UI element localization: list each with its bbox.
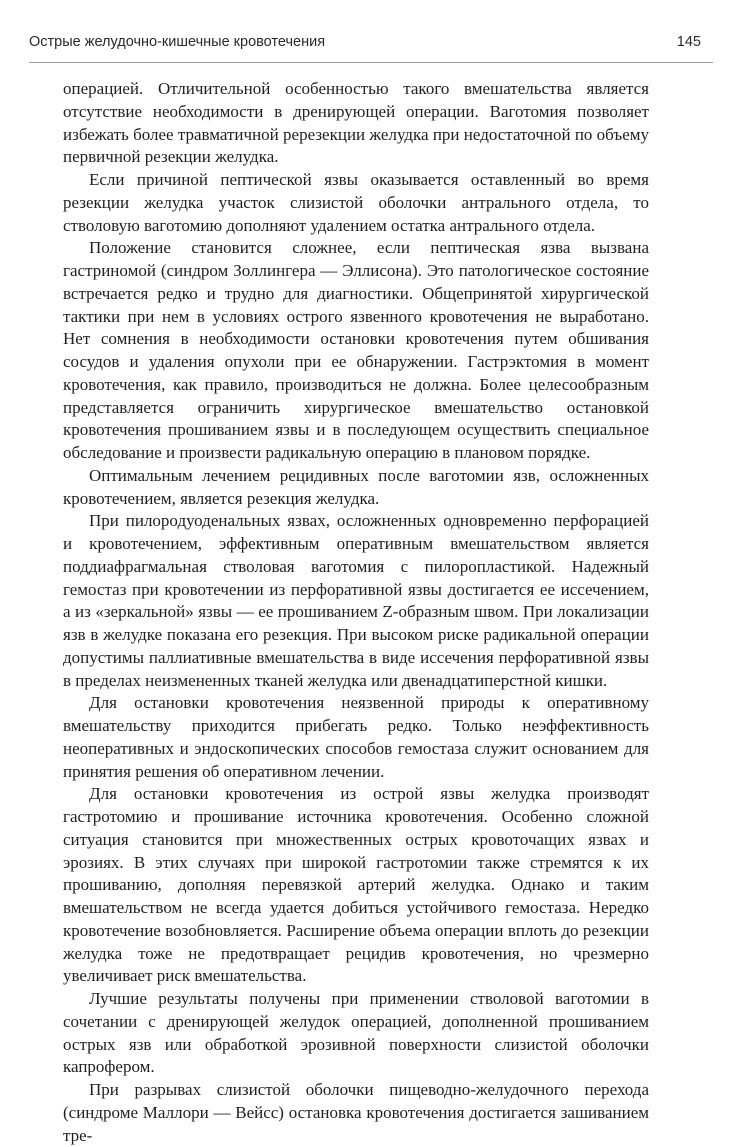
body-text [63,78,649,1147]
paragraph: Для остановки кровотечения из острой язвы желудка производят гастротомию и прошивание источника кровотечения. Особенно сложной ситуация становится при множественных острых кровоточащих язвах и эрозиях. В этих случаях при широкой гастротомии также стремятся к их прошиванию, дополняя перевязкой артерий желудка. Однако и таким вмешательством не всегда удается добиться устойчивого гемостаза. Нередко кровотечение возобновляется. Расширение объема операции вплоть до резекции желудка тоже не предотвращает рецидив кровотечения, но чрезмерно увеличивает риск вмешательства. [63,784,649,986]
paragraph: Оптимальным лечением рецидивных после ваготомии язв, осложненных кровотечением, является резекция желудка. [63,465,649,508]
paragraph: операцией. Отличительной особенностью такого вмешательства является отсутствие необходимости в дренирующей операции. Ваготомия позволяет избежать более травматичной ререзекции желудка при недостаточной по объему первичной резекции желудка. [63,79,649,167]
paragraph: При пилородуоденальных язвах, осложненных одновременно перфорацией и кровотечением, эффективным оперативным вмешательством является поддиафрагмальная стволовая ваготомия с пилоропластикой. Надежный гемостаз при кровотечении из перфоративной язвы достигается ее иссечением, а из «зеркальной» язвы — ее прошиванием Z-образным швом. При локализации язв в желудке показана его резекция. При высоком риске радикальной операции допустимы паллиативные вмешательства в виде иссечения перфоративной язвы в пределах неизмененных тканей желудка или двенадцатиперстной кишки. [63,511,649,690]
running-title: Острые желудочно-кишечные кровотечения [29,34,326,50]
paragraph: Положение становится сложнее, если пептическая язва вызвана гастриномой (синдром Золлингера — Эллисона). Это патологическое состояние встречается редко и трудно для диагностики. Общепринятой хирургической тактики при нем в условиях острого язвенного кровотечения не выработано. Нет сомнения в необходимости остановки кровотечения путем обшивания сосудов и удаления опухоли при ее обнаружении. Гастрэктомия в момент кровотечения, как правило, производиться не должна. Более целесообразным представляется ограничить хирургическое вмешательство остановкой кровотечения прошиванием язвы и в последующем осуществить специальное обследование и произвести радикальную операцию в плановом порядке. [63,238,649,462]
paragraph: Если причиной пептической язвы оказывается оставленный во время резекции желудка участок слизистой оболочки антрального отдела, то стволовую ваготомию дополняют удалением остатка антрального отдела. [63,170,649,235]
paragraph: Для остановки кровотечения неязвенной природы к оперативному вмешательству приходится прибегать редко. Только неэффективность неоперативных и эндоскопических способов гемостаза служит основанием для принятия решения об оперативном лечении. [63,693,649,781]
page-number: 145 [676,34,701,50]
paragraph: При разрывах слизистой оболочки пищеводно-желудочного перехода (синдроме Маллори — Вейсс) остановка кровотечения достигается зашиванием тре- [63,1080,649,1145]
page-header [29,26,713,63]
paragraph: Лучшие результаты получены при применении стволовой ваготомии в сочетании с дренирующей желудок операцией, дополненной прошиванием острых язв или обработкой эрозивной поверхности слизистой оболочки капрофером. [63,989,649,1077]
